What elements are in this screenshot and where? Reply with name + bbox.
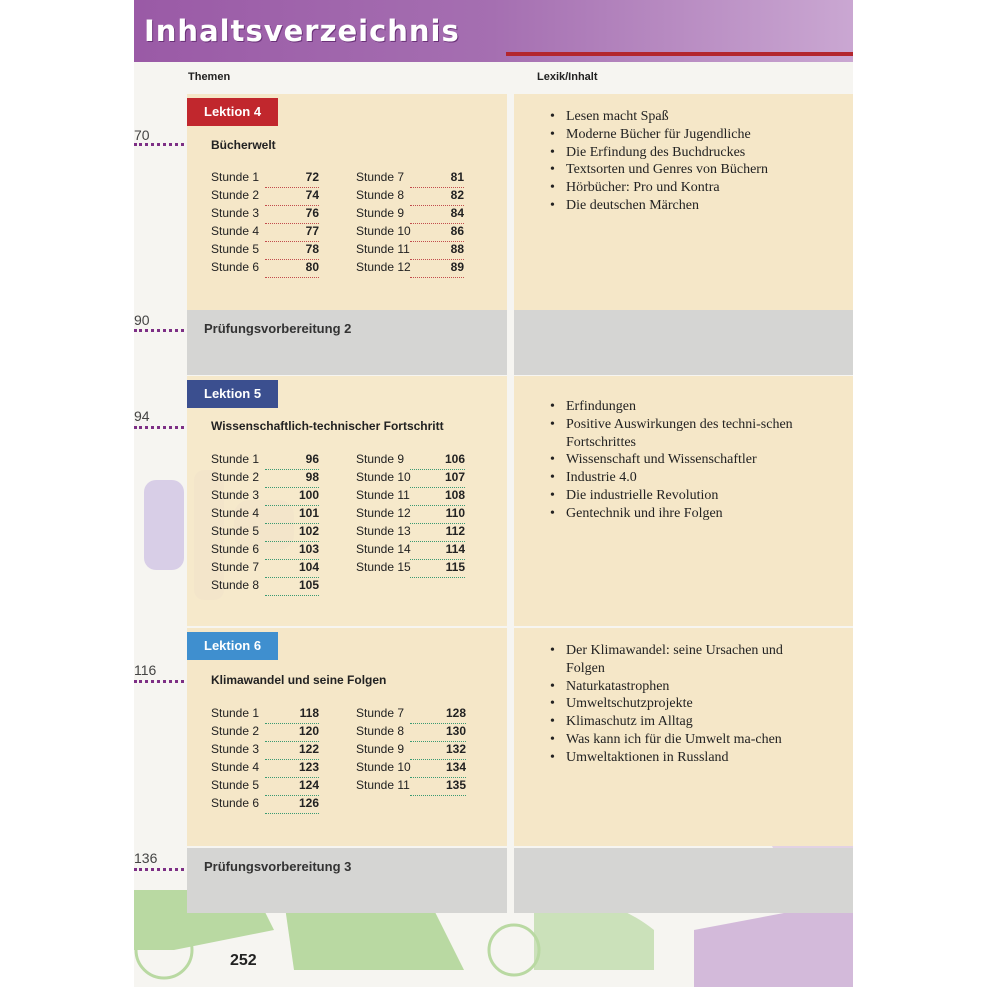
stunde-page: 132 [445, 742, 466, 756]
stunde-entry[interactable] [211, 724, 319, 742]
stunde-page: 115 [445, 560, 465, 574]
stunde-page: 77 [305, 224, 319, 238]
stunde-page: 120 [298, 724, 319, 738]
lesson-6-page-number: 116 [134, 662, 157, 678]
content-item: • Naturkatastrophen [550, 678, 810, 696]
stunde-page: 106 [444, 452, 465, 466]
lesson-5-content-list [550, 398, 810, 523]
stunde-page: 126 [298, 796, 319, 810]
pruefung-2-panel [187, 310, 507, 375]
stunde-label: Stunde 3 [211, 206, 260, 220]
stunde-page: 102 [298, 524, 319, 538]
stunde-entry[interactable] [356, 524, 465, 542]
stunde-page: 98 [305, 470, 319, 484]
content-item: • Positive Auswirkungen des techni-schen Fortschrittes [550, 416, 810, 452]
content-item: • Hörbücher: Pro und Kontra [550, 179, 810, 197]
stunde-entry[interactable] [356, 260, 464, 278]
stunde-label: Stunde 8 [356, 188, 405, 202]
pruefung-2-label[interactable]: Prüfungsvorbereitung 2 [204, 321, 352, 336]
content-item: • Textsorten und Genres von Büchern [550, 161, 810, 179]
stunde-entry[interactable] [356, 706, 466, 724]
dotted-leader [410, 577, 465, 578]
stunde-page: 124 [298, 778, 319, 792]
stunde-label: Stunde 5 [211, 778, 260, 792]
stunde-label: Stunde 11 [356, 488, 410, 502]
stunde-page: 108 [444, 488, 465, 502]
stunde-label: Stunde 9 [356, 206, 405, 220]
stunde-page: 101 [298, 506, 319, 520]
stunde-entry[interactable] [356, 470, 465, 488]
stunde-page: 122 [298, 742, 319, 756]
stunde-entry[interactable] [356, 542, 465, 560]
pruefung-3-label[interactable]: Prüfungsvorbereitung 3 [204, 859, 352, 874]
page-footer-number: 252 [230, 952, 257, 969]
stunde-label: Stunde 7 [356, 706, 405, 720]
content-item: • Klimaschutz im Alltag [550, 713, 810, 731]
stunde-label: Stunde 9 [356, 452, 405, 466]
stunde-page: 82 [450, 188, 464, 202]
lesson-5-page-number: 94 [134, 408, 150, 424]
stunde-entry[interactable] [211, 796, 319, 814]
stunde-label: Stunde 8 [356, 724, 405, 738]
dotted-leader [265, 277, 319, 278]
lesson-4-label: Lektion 4 [187, 98, 278, 126]
stunde-page: 84 [450, 206, 464, 220]
lesson-6-label: Lektion 6 [187, 632, 278, 660]
stunde-entry[interactable] [356, 242, 464, 260]
lesson-4-leader [134, 143, 184, 146]
content-item: • Was kann ich für die Umwelt ma-chen [550, 731, 810, 749]
lesson-6-content-list [550, 642, 810, 767]
stunde-entry[interactable] [211, 760, 319, 778]
dotted-leader [265, 813, 319, 814]
content-item: • Gentechnik und ihre Folgen [550, 505, 810, 523]
dotted-leader [410, 795, 466, 796]
stunde-entry[interactable] [211, 224, 319, 242]
lesson-5-label: Lektion 5 [187, 380, 278, 408]
stunde-page: 107 [444, 470, 465, 484]
pruefung-3-leader [134, 868, 184, 871]
content-item: • Erfindungen [550, 398, 810, 416]
stunde-page: 114 [445, 542, 465, 556]
stunde-entry[interactable] [356, 724, 466, 742]
pruefung-3-page-number: 136 [134, 850, 158, 866]
stunde-entry[interactable] [356, 452, 465, 470]
stunde-page: 96 [305, 452, 319, 466]
stunde-entry[interactable] [211, 524, 319, 542]
stunde-page: 112 [445, 524, 465, 538]
stunde-label: Stunde 6 [211, 542, 260, 556]
stunde-entry[interactable] [211, 470, 319, 488]
lesson-6-leader [134, 680, 184, 683]
lesson-4-page-number: 70 [134, 127, 150, 143]
lesson-4-topic: Bücherwelt [211, 138, 276, 152]
stunde-page: 123 [298, 760, 319, 774]
stunde-label: Stunde 4 [211, 760, 260, 774]
content-item: • Wissenschaft und Wissenschaftler [550, 451, 810, 469]
stunde-label: Stunde 9 [356, 742, 405, 756]
pruefung-2-page-number: 90 [134, 312, 150, 328]
content-item: • Die deutschen Märchen [550, 197, 810, 215]
stunde-entry[interactable] [211, 742, 319, 760]
stunde-label: Stunde 7 [356, 170, 405, 184]
stunde-label: Stunde 4 [211, 506, 260, 520]
column-header-themen: Themen [188, 71, 231, 83]
stunde-entry[interactable] [211, 188, 319, 206]
content-item: • Umweltschutzprojekte [550, 695, 810, 713]
stunde-label: Stunde 12 [356, 506, 411, 520]
stunde-label: Stunde 3 [211, 742, 260, 756]
content-item: • Lesen macht Spaß [550, 108, 810, 126]
stunde-label: Stunde 1 [211, 170, 260, 184]
stunde-entry[interactable] [356, 488, 465, 506]
stunde-entry[interactable] [356, 506, 465, 524]
stunde-label: Stunde 6 [211, 260, 260, 274]
stunde-label: Stunde 1 [211, 452, 260, 466]
content-item: • Moderne Bücher für Jugendliche [550, 126, 810, 144]
stunde-page: 89 [450, 260, 464, 274]
stunde-page: 128 [445, 706, 466, 720]
stunde-label: Stunde 2 [211, 470, 260, 484]
stunde-page: 76 [305, 206, 319, 220]
stunde-entry[interactable] [211, 542, 319, 560]
stunde-label: Stunde 13 [356, 524, 411, 538]
pruefung-2-leader [134, 329, 184, 332]
lesson-6-topic: Klimawandel und seine Folgen [211, 673, 387, 687]
stunde-page: 104 [298, 560, 319, 574]
stunde-label: Stunde 5 [211, 524, 260, 538]
content-item: • Die industrielle Revolution [550, 487, 810, 505]
stunde-entry[interactable] [211, 560, 319, 578]
stunde-entry[interactable] [356, 778, 466, 796]
stunde-page: 81 [450, 170, 464, 184]
stunde-entry[interactable] [356, 188, 464, 206]
stunde-entry[interactable] [356, 206, 464, 224]
stunde-entry[interactable] [211, 242, 319, 260]
stunde-label: Stunde 2 [211, 724, 260, 738]
stunde-entry[interactable] [356, 760, 466, 778]
dotted-leader [265, 595, 319, 596]
stunde-label: Stunde 12 [356, 260, 411, 274]
stunde-label: Stunde 14 [356, 542, 411, 556]
stunde-label: Stunde 10 [356, 224, 411, 238]
stunde-entry[interactable] [356, 742, 466, 760]
stunde-page: 78 [305, 242, 319, 256]
page-title: Inhaltsverzeichnis [144, 14, 460, 48]
stunde-label: Stunde 2 [211, 188, 260, 202]
stunde-page: 88 [450, 242, 464, 256]
stunde-page: 100 [298, 488, 319, 502]
stunde-page: 118 [299, 706, 319, 720]
stunde-page: 72 [305, 170, 319, 184]
column-header-lexik: Lexik/Inhalt [537, 71, 598, 83]
stunde-page: 130 [445, 724, 466, 738]
stunde-entry[interactable] [211, 778, 319, 796]
stunde-label: Stunde 7 [211, 560, 260, 574]
stunde-page: 110 [445, 506, 465, 520]
stunde-label: Stunde 1 [211, 706, 260, 720]
pruefung-3-content-panel [514, 848, 853, 913]
content-item: • Umweltaktionen in Russland [550, 749, 810, 767]
dotted-leader [410, 277, 464, 278]
stunde-label: Stunde 8 [211, 578, 260, 592]
stunde-entry[interactable] [211, 260, 319, 278]
pruefung-3-panel [187, 848, 507, 913]
stunde-entry[interactable] [211, 706, 319, 724]
stunde-label: Stunde 11 [356, 778, 410, 792]
stunde-page: 105 [298, 578, 319, 592]
header-accent-line [506, 52, 853, 56]
stunde-page: 80 [305, 260, 319, 274]
stunde-label: Stunde 15 [356, 560, 411, 574]
stunde-entry[interactable] [356, 560, 465, 578]
stunde-entry[interactable] [356, 224, 464, 242]
stunde-entry[interactable] [211, 506, 319, 524]
stunde-page: 74 [305, 188, 319, 202]
content-item: • Die Erfindung des Buchdruckes [550, 144, 810, 162]
stunde-page: 135 [445, 778, 466, 792]
stunde-label: Stunde 3 [211, 488, 260, 502]
stunde-label: Stunde 10 [356, 760, 411, 774]
lesson-4-content-list [550, 108, 810, 215]
stunde-entry[interactable] [356, 170, 464, 188]
stunde-entry[interactable] [211, 578, 319, 596]
stunde-label: Stunde 6 [211, 796, 260, 810]
stunde-label: Stunde 11 [356, 242, 410, 256]
stunde-entry[interactable] [211, 452, 319, 470]
content-item: • Der Klimawandel: seine Ursachen und Folgen [550, 642, 810, 678]
stunde-label: Stunde 5 [211, 242, 260, 256]
stunde-entry[interactable] [211, 488, 319, 506]
stunde-label: Stunde 10 [356, 470, 411, 484]
stunde-entry[interactable] [211, 206, 319, 224]
lesson-5-leader [134, 426, 184, 429]
stunde-page: 134 [445, 760, 466, 774]
content-item: • Industrie 4.0 [550, 469, 810, 487]
stunde-label: Stunde 4 [211, 224, 260, 238]
stunde-page: 86 [450, 224, 464, 238]
toc-page [134, 0, 853, 987]
stunde-entry[interactable] [211, 170, 319, 188]
lesson-5-topic: Wissenschaftlich-technischer Fortschritt [211, 419, 444, 433]
stunde-page: 103 [298, 542, 319, 556]
pruefung-2-content-panel [514, 310, 853, 375]
